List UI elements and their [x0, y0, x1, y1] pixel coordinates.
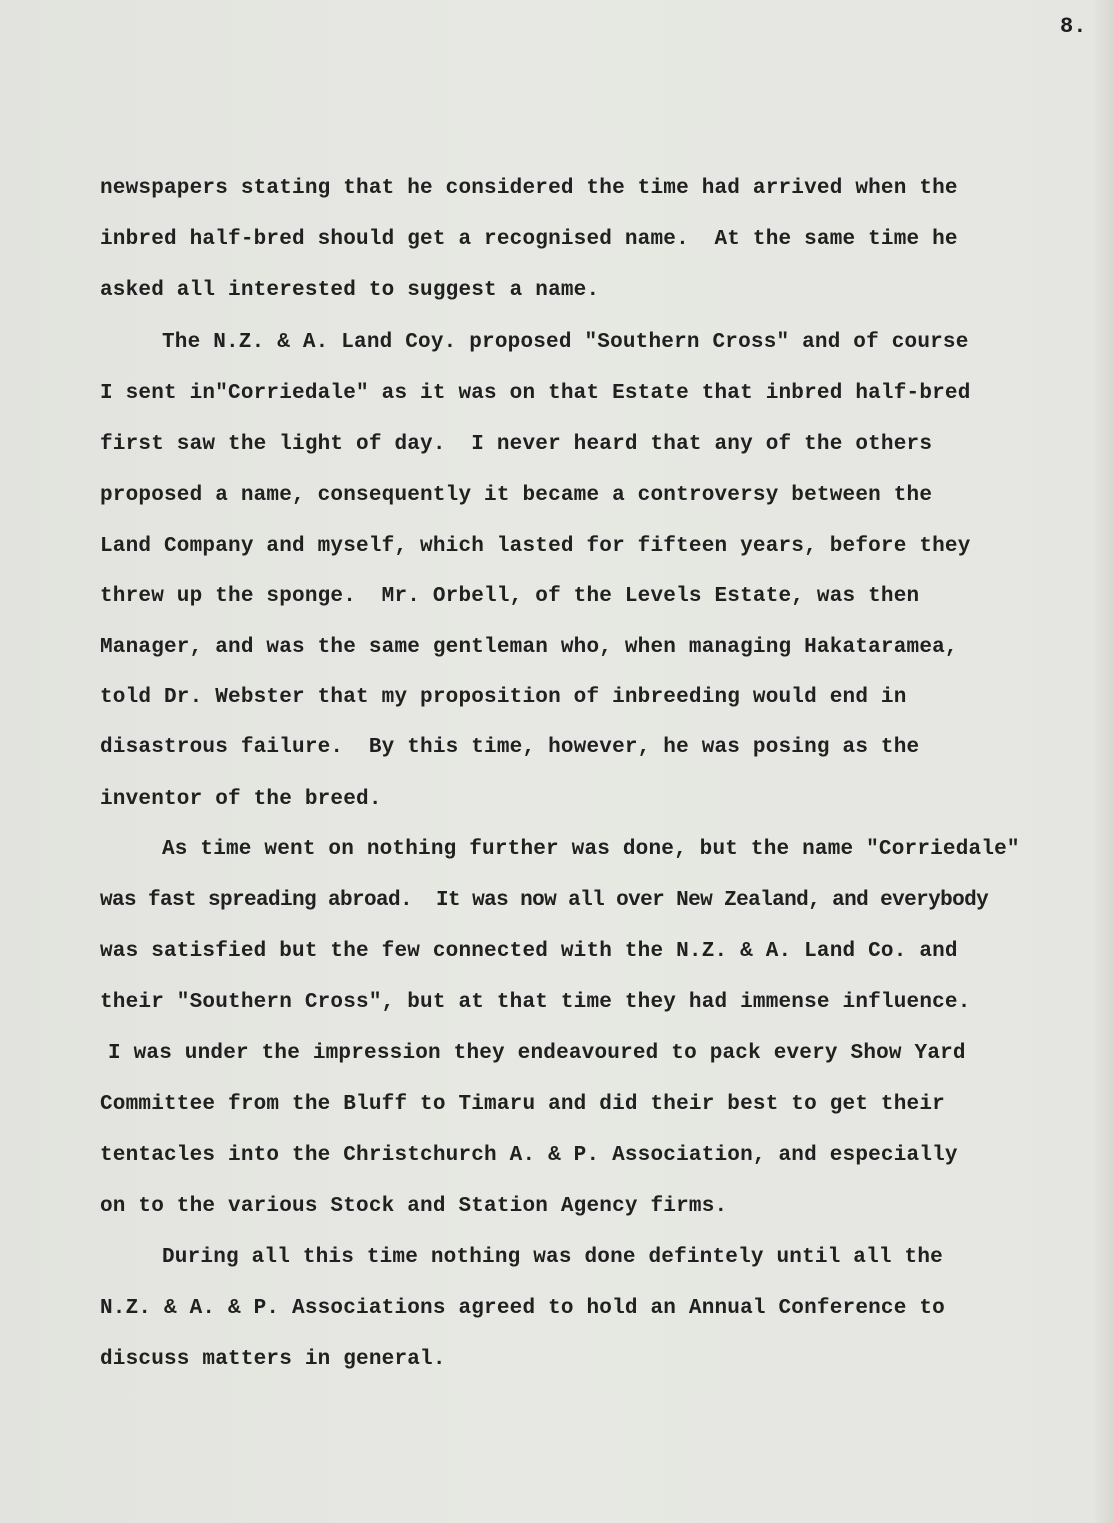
- text-line: Land Company and myself, which lasted for fifteen years, before they: [100, 535, 971, 558]
- text-line: N.Z. & A. & P. Associations agreed to hold an Annual Conference to: [100, 1297, 945, 1320]
- text-line: tentacles into the Christchurch A. & P. Association, and especially: [100, 1144, 958, 1167]
- text-line: was fast spreading abroad. It was now all over New Zealand, and everybody: [100, 889, 989, 912]
- text-line: newspapers stating that he considered the time had arrived when the: [100, 177, 958, 200]
- page-edge-shadow: [1092, 0, 1114, 1523]
- text-line: discuss matters in general.: [100, 1348, 446, 1371]
- text-line: was satisfied but the few connected with the N.Z. & A. Land Co. and: [100, 940, 958, 963]
- text-line: During all this time nothing was done defintely until all the: [162, 1246, 943, 1269]
- page-number: 8.: [1060, 14, 1087, 39]
- text-line: asked all interested to suggest a name.: [100, 279, 600, 302]
- text-line: disastrous failure. By this time, however, he was posing as the: [100, 736, 920, 759]
- text-line: The N.Z. & A. Land Coy. proposed "Southern Cross" and of course: [162, 331, 969, 354]
- text-line: As time went on nothing further was done, but the name "Corriedale": [162, 838, 1020, 861]
- text-line: I sent in"Corriedale" as it was on that Estate that inbred half-bred: [100, 382, 971, 405]
- text-line: their "Southern Cross", but at that time they had immense influence.: [100, 991, 971, 1014]
- text-line: inventor of the breed.: [100, 788, 382, 811]
- text-line: threw up the sponge. Mr. Orbell, of the Levels Estate, was then: [100, 585, 920, 608]
- text-line: told Dr. Webster that my proposition of inbreeding would end in: [100, 686, 907, 709]
- text-line: Manager, and was the same gentleman who, when managing Hakataramea,: [100, 636, 958, 659]
- text-line: on to the various Stock and Station Agency firms.: [100, 1195, 728, 1218]
- text-line: I was under the impression they endeavoured to pack every Show Yard: [108, 1042, 966, 1065]
- text-line: proposed a name, consequently it became a controversy between the: [100, 484, 933, 507]
- text-line: Committee from the Bluff to Timaru and did their best to get their: [100, 1093, 945, 1116]
- text-line: inbred half-bred should get a recognised name. At the same time he: [100, 228, 958, 251]
- text-line: first saw the light of day. I never heard that any of the others: [100, 433, 933, 456]
